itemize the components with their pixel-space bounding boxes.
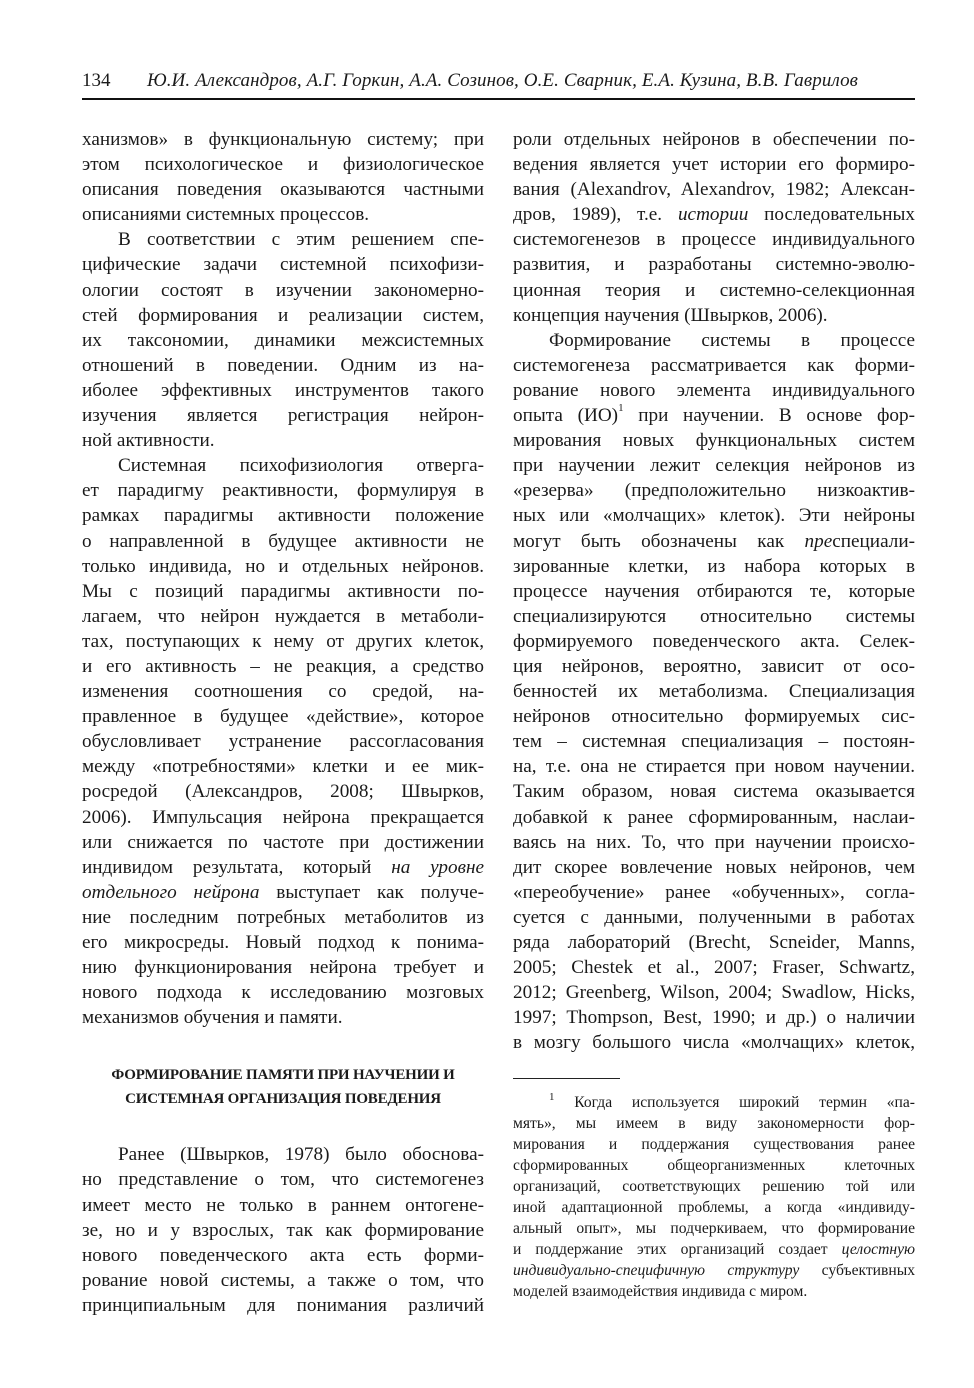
paragraph (513, 1092, 915, 1302)
text-segment: при научении. В основе фор- (623, 405, 915, 427)
text-line: его микросреды. Новый подход к понима- (82, 932, 484, 953)
text-line: рование нового элемента индивидуального (513, 379, 915, 401)
text-line: обусловливает устранение рассогласования (82, 731, 484, 753)
text-line: «резерва» (предположительно низкоактив- (513, 480, 915, 502)
text-line: правленное в будущее «действие», которое (82, 706, 484, 728)
text-line: росредой (Александров, 2008; Швырков, (82, 781, 484, 803)
text-segment: опыта (ИО) (513, 405, 619, 427)
text-line (513, 202, 915, 227)
text-line: системогенезов в процессе индивидуального (513, 229, 915, 251)
text-line: процессе научения отбираются те, которые (513, 580, 915, 602)
text-line: ных или «молчащих» клеток). Эти нейроны (513, 505, 915, 527)
text-line: их таксономии, динамики межсистемных (82, 329, 484, 351)
italic-text: на уровне (391, 856, 484, 878)
text-line: при научении лежит селекция нейронов из (513, 455, 915, 477)
text-segment: дров, 1989), т.е. (513, 204, 678, 226)
text-line: организаций, соответствующих решению той или (513, 1178, 915, 1195)
text-line: суется с данными, полученными в работах (513, 906, 915, 928)
footnote (513, 1092, 915, 1302)
text-line (513, 529, 915, 554)
text-segment: могут быть обозначены как (513, 530, 805, 552)
text-line (513, 1260, 915, 1281)
running-header (82, 68, 915, 100)
text-line: «переобучение» ранее «обученных», согла- (513, 881, 915, 903)
text-line: или снижается по частоте при достижении (82, 831, 484, 853)
text-line: ет парадигму реактивности, формулируя в (82, 480, 484, 502)
paragraph (82, 127, 484, 227)
section-heading (82, 1063, 484, 1111)
text-line: вания (Alexandrov, Alexandrov, 1982; Алексан- (513, 179, 915, 201)
text-line: В соответствии с этим решением спе- (118, 229, 484, 251)
text-line (82, 855, 484, 880)
text-line: иной адаптационной проблемы, а когда «индивиду- (513, 1199, 915, 1216)
text-line: мять», мы имеем в виду закономерности фор- (513, 1115, 915, 1132)
italic-text: индивидуально-специфичную структуру (513, 1262, 800, 1279)
text-line: 2005; Chestek et al., 2007; Fraser, Schwartz, (513, 957, 915, 979)
text-segment: Когда используется широкий термин «па- (554, 1094, 915, 1111)
text-line: 2006). Импульсация нейрона прекращается (82, 806, 484, 828)
italic-text: пре (804, 530, 833, 552)
text-line: цифические задачи системной психофизи- (82, 254, 484, 276)
italic-text: истории (677, 204, 749, 226)
page-number: 134 (82, 70, 111, 91)
heading-line: СИСТЕМНАЯ ОРГАНИЗАЦИЯ ПОВЕДЕНИЯ (125, 1091, 441, 1108)
italic-text: отдельного нейрона (82, 881, 260, 903)
heading-line: ФОРМИРОВАНИЕ ПАМЯТИ ПРИ НАУЧЕНИИ И (111, 1067, 455, 1084)
paragraph (513, 127, 915, 328)
text-line: ционная теория и системно-селекционная (513, 279, 915, 301)
text-line: специализируются относительно системы (513, 605, 915, 627)
text-segment: выступает как получе- (259, 881, 484, 903)
text-line: рамках парадигмы активности положение (82, 505, 484, 527)
text-line: изучения является регистрация нейрон- (82, 405, 484, 427)
text-line: добавкой к ранее сформированным, наслаи- (513, 806, 915, 828)
text-line: бенностей их метаболизма. Специализация (513, 681, 915, 703)
text-line: системогенеза рассматривается как форми- (513, 354, 915, 376)
text-line: механизмов обучения и памяти. (82, 1007, 343, 1029)
text-line: дит скорее вовлечение новых нейронов, чем (513, 856, 915, 878)
paragraph (513, 328, 915, 1056)
text-line: 2012; Greenberg, Wilson, 2004; Swadlow, Hicks, (513, 982, 915, 1004)
text-line: рование новой системы, а также о том, что (82, 1269, 484, 1291)
text-line: ведения является учет истории его формиро- (513, 154, 915, 176)
text-line: зированные клетки, из набора которых в (513, 555, 915, 577)
text-line: концепция научения (Швырков, 2006). (513, 304, 828, 326)
text-line: ние последним потребных метаболитов из (82, 906, 484, 928)
text-line: принципиальным для понимания различий (82, 1294, 484, 1316)
text-line: Мы с позиций парадигмы активности по- (82, 580, 484, 602)
text-line: описаниями системных процессов. (82, 204, 370, 226)
text-line: нового подхода к исследованию мозговых (82, 982, 484, 1004)
text-line: Системная психофизиология отверга- (118, 455, 484, 477)
text-line (513, 1239, 915, 1260)
text-line: мирования и поддержания существования ранее (513, 1136, 915, 1153)
text-line: нового поведенческого акта есть форми- (82, 1244, 484, 1266)
text-line: ряда лабораторий (Brecht, Scneider, Manns, (513, 932, 915, 953)
paragraph (82, 453, 484, 1030)
text-line: отношений в поведении. Одним из на- (82, 354, 484, 376)
text-line: иболее эффективных инструментов такого (82, 379, 484, 401)
text-line: Ранее (Швырков, 1978) было обоснова- (118, 1144, 484, 1166)
text-line (513, 403, 915, 428)
text-line: роли отдельных нейронов в обеспечении по- (513, 129, 915, 150)
text-line: Таким образом, новая система оказывается (513, 781, 915, 803)
text-line: о направленной в будущее активности не (82, 530, 484, 552)
text-line: только индивида, но и отдельных нейронов. (82, 555, 484, 577)
text-line: развития, и разработаны системно-эволю- (513, 254, 915, 276)
text-segment: субъективных (799, 1262, 915, 1279)
text-line: ной активности. (82, 430, 215, 452)
text-line: Формирование системы в процессе (549, 329, 915, 351)
text-line: описания поведения оказываются частными (82, 179, 484, 201)
text-line: между «потребностями» клетки и ее мик- (82, 756, 484, 778)
running-header-authors: Ю.И. Александров, А.Г. Горкин, А.А. Созинов, О.Е. Сварник, Е.А. Кузина, В.В. Гаврилов (147, 70, 859, 91)
text-line: альный опыт», мы подчеркиваем, что формирование (513, 1220, 915, 1237)
text-line: тем – системная специализация – постоян- (513, 731, 915, 753)
text-line: моделей взаимодействия индивида с миром. (513, 1283, 808, 1300)
text-line: сформированных общеорганизменных клеточных (513, 1157, 915, 1174)
italic-text: целостную (841, 1241, 915, 1258)
text-line (513, 1092, 915, 1113)
left-column (82, 127, 484, 1318)
footnote-divider (513, 1078, 620, 1079)
paragraph (82, 227, 484, 453)
text-line: изменения соотношения со средой, на- (82, 681, 484, 703)
text-segment: индивидом результата, который (82, 856, 392, 878)
text-line: этом психологическое и физиологическое (82, 154, 484, 176)
text-line: формируемого поведенческого акта. Селек- (513, 630, 915, 652)
text-segment: и поддержание этих организаций создает (513, 1241, 842, 1258)
text-line: зе, но и у взрослых, так как формирование (82, 1219, 484, 1241)
text-line: но представление о том, что системогенез (82, 1169, 484, 1191)
text-line: мирования новых функциональных систем (513, 430, 915, 452)
footnote-marker: 1 (618, 402, 624, 415)
text-segment: специали- (832, 530, 915, 552)
text-line (82, 880, 484, 905)
text-line: лагаем, что нейрон нуждается в метаболи- (82, 605, 484, 627)
text-line: ханизмов» в функциональную систему; при (82, 129, 484, 150)
text-line: на, т.е. она не стирается при новом научении. (513, 756, 915, 778)
text-line: ологии состоят в изучении закономерно- (82, 279, 484, 301)
text-segment: последовательных (748, 204, 915, 226)
text-line: имеет место не только в раннем онтогене- (82, 1194, 484, 1216)
text-line: нию функционирования нейрона требует и (82, 957, 484, 979)
text-line: ция нейронов, вероятно, зависит от осо- (513, 655, 915, 677)
text-line: стей формирования и реализации систем, (82, 304, 484, 326)
right-column (513, 127, 915, 1055)
text-line: ваясь на них. То, что при научении происхо- (513, 831, 915, 853)
text-line: и его активность – не реакция, а средство (82, 655, 484, 677)
text-line: 1997; Thompson, Best, 1990; и др.) о наличии (513, 1007, 915, 1029)
paragraph (82, 1142, 484, 1318)
text-line: в мозгу большого числа «молчащих» клеток, (513, 1032, 915, 1054)
footnote-marker: 1 (549, 1091, 555, 1103)
text-line: тах, поступающих к нему от других клеток, (82, 630, 484, 652)
text-line: нейронов относительно формируемых сис- (513, 706, 915, 728)
